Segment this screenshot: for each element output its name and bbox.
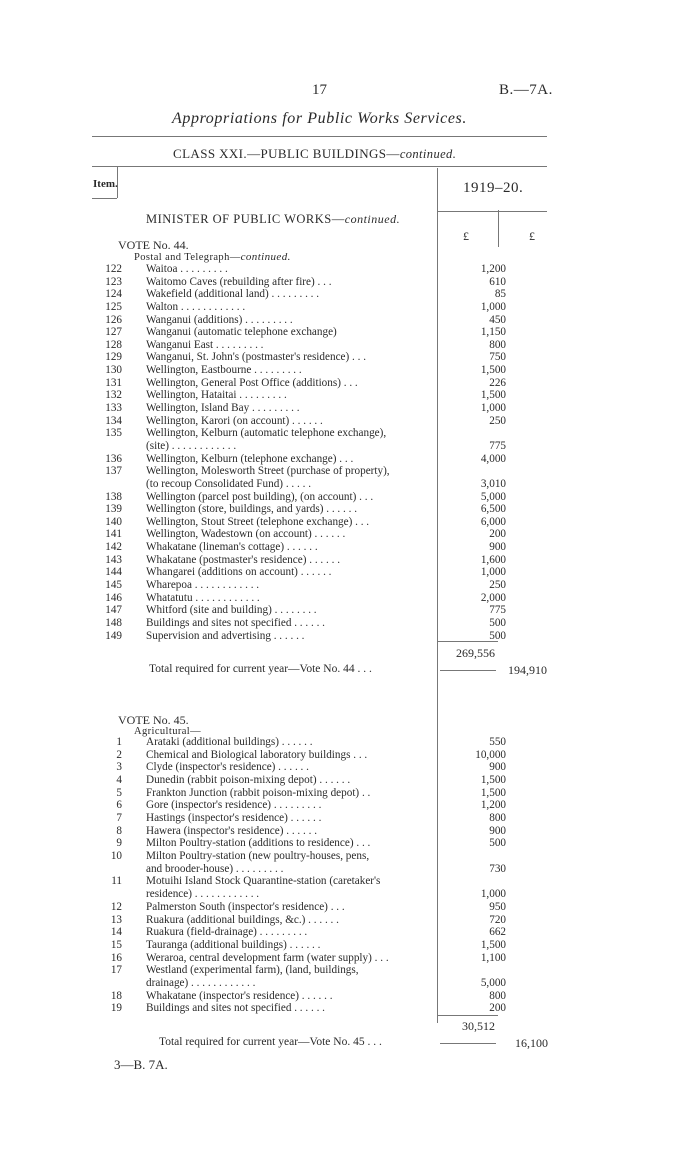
table-row xyxy=(96,914,506,925)
table-row xyxy=(96,364,506,375)
item-description: Wellington, Kelburn (telephone exchange) . . . xyxy=(146,452,354,465)
item-amount: 6,000 xyxy=(480,515,506,528)
item-number: 123 xyxy=(105,275,122,288)
item-number: 136 xyxy=(105,452,122,465)
item-description: Arataki (additional buildings) . . . . . . xyxy=(146,736,313,748)
item-description: Motuihi Island Stock Quarantine-station (caretaker's xyxy=(146,875,381,888)
total-value: 16,100 xyxy=(515,1036,548,1050)
item-amount: 500 xyxy=(489,629,506,642)
item-description: Whakatane (lineman's cottage) . . . . . . xyxy=(146,541,318,554)
table-row xyxy=(96,1002,506,1013)
item-amount: 1,200 xyxy=(480,263,506,275)
table-row xyxy=(96,926,506,937)
item-amount: 1,500 xyxy=(480,938,506,951)
item-description: Whitford (site and building) . . . . . . . . xyxy=(146,604,317,617)
table-row xyxy=(96,749,506,760)
subtotal-value: 30,512 xyxy=(462,1019,495,1033)
item-description: Whangarei (additions on account) . . . . . . xyxy=(146,566,332,579)
item-number: 132 xyxy=(105,389,122,402)
item-description: Wanganui, St. John's (postmaster's residence) . . . xyxy=(146,351,367,364)
table-row xyxy=(96,389,506,400)
table-row xyxy=(96,964,506,975)
item-column-header: Item. xyxy=(93,178,118,190)
table-row xyxy=(96,812,506,823)
table-row xyxy=(96,554,506,565)
section-heading: MINISTER OF PUBLIC WORKS—continued. xyxy=(146,212,401,226)
item-amount: 900 xyxy=(489,541,506,554)
item-number: 6 xyxy=(116,799,122,812)
currency-label: £ xyxy=(529,229,535,243)
item-description: Wellington (parcel post building), (on account) . . . xyxy=(146,490,374,503)
table-row xyxy=(96,503,506,514)
item-amount: 200 xyxy=(489,1002,506,1015)
item-amount: 6,500 xyxy=(480,503,506,516)
item-description: Wellington (store, buildings, and yards) . . . . . . xyxy=(146,503,358,516)
document-reference: B.—7A. xyxy=(499,82,553,98)
item-amount: 250 xyxy=(489,579,506,591)
item-amount: 5,000 xyxy=(480,490,506,503)
header-rule xyxy=(92,136,547,137)
item-description: Buildings and sites not specified . . . . . . xyxy=(146,1002,325,1015)
table-row xyxy=(96,478,506,489)
table-row xyxy=(96,939,506,950)
table-row xyxy=(96,566,506,577)
item-amount: 720 xyxy=(489,913,506,926)
item-description: Wellington, Kelburn (automatic telephone exchange), xyxy=(146,427,387,440)
item-description: Wellington, Hataitai . . . . . . . . . xyxy=(146,389,287,402)
item-description: Tauranga (additional buildings) . . . . . . xyxy=(146,938,321,951)
item-number: 130 xyxy=(105,364,122,377)
item-amount: 950 xyxy=(489,900,506,913)
item-amount: 85 xyxy=(494,288,506,301)
table-row xyxy=(96,850,506,861)
item-number: 9 xyxy=(116,837,122,850)
vote-heading: VOTE No. 44. xyxy=(118,238,189,252)
item-amount: 1,000 xyxy=(480,566,506,579)
item-description: Milton Poultry-station (new poultry-houses, pens, xyxy=(146,850,370,863)
item-amount: 1,000 xyxy=(480,300,506,313)
item-number: 144 xyxy=(105,566,122,579)
item-description: Wakefield (additional land) . . . . . . . . . xyxy=(146,288,320,301)
item-amount: 5,000 xyxy=(480,976,506,989)
item-description: Wanganui (automatic telephone exchange) xyxy=(146,326,337,339)
item-number: 126 xyxy=(105,313,122,326)
table-row xyxy=(96,952,506,963)
table-row xyxy=(96,592,506,603)
table-row xyxy=(96,339,506,350)
item-number: 13 xyxy=(110,913,122,926)
item-amount: 200 xyxy=(489,528,506,541)
item-number: 15 xyxy=(110,938,122,951)
item-amount: 1,100 xyxy=(480,951,506,964)
table-row xyxy=(96,977,506,988)
item-number: 135 xyxy=(105,427,122,440)
item-description: Wanganui (additions) . . . . . . . . . xyxy=(146,313,293,326)
table-row xyxy=(96,415,506,426)
item-description: Westland (experimental farm), (land, buildings, xyxy=(146,964,359,977)
item-amount: 550 xyxy=(489,736,506,748)
item-number: 3 xyxy=(116,761,122,774)
table-row xyxy=(96,617,506,628)
table-row xyxy=(96,465,506,476)
item-description: Wanganui East . . . . . . . . . xyxy=(146,338,264,351)
item-description: Whakatane (postmaster's residence) . . . . . . xyxy=(146,553,340,566)
item-number: 149 xyxy=(105,629,122,642)
item-number: 137 xyxy=(105,465,122,478)
item-description: drainage) . . . . . . . . . . . . xyxy=(146,976,256,989)
vote-subheading: Agricultural— xyxy=(134,726,202,737)
item-number: 143 xyxy=(105,553,122,566)
item-description: Buildings and sites not specified . . . . . . xyxy=(146,616,325,629)
item-amount: 1,000 xyxy=(480,402,506,415)
item-description: Dunedin (rabbit poison-mixing depot) . . . . . . xyxy=(146,774,351,787)
item-number: 125 xyxy=(105,300,122,313)
item-amount: 500 xyxy=(489,837,506,850)
table-row xyxy=(96,516,506,527)
item-amount: 900 xyxy=(489,761,506,774)
item-number: 142 xyxy=(105,541,122,554)
item-amount: 775 xyxy=(489,604,506,617)
item-amount: 10,000 xyxy=(475,748,506,761)
table-row xyxy=(96,314,506,325)
item-amount: 1,600 xyxy=(480,553,506,566)
item-number: 1 xyxy=(116,736,122,748)
item-description: Ruakura (additional buildings, &c.) . . . . . . xyxy=(146,913,339,926)
item-amount: 226 xyxy=(489,376,506,389)
item-description: Wharepoa . . . . . . . . . . . . xyxy=(146,579,260,591)
item-description: Weraroa, central development farm (water supply) . . . xyxy=(146,951,389,964)
item-description: Whatatutu . . . . . . . . . . . . xyxy=(146,591,260,604)
table-row xyxy=(96,351,506,362)
item-amount: 900 xyxy=(489,824,506,837)
item-number: 16 xyxy=(110,951,122,964)
item-number: 14 xyxy=(110,926,122,939)
second-amount-divider xyxy=(498,210,499,247)
item-description: Ruakura (field-drainage) . . . . . . . . . xyxy=(146,926,308,939)
table-row xyxy=(96,837,506,848)
item-number: 129 xyxy=(105,351,122,364)
table-row xyxy=(96,875,506,886)
item-amount: 730 xyxy=(489,862,506,875)
item-amount: 450 xyxy=(489,313,506,326)
item-description: Clyde (inspector's residence) . . . . . . xyxy=(146,761,309,774)
item-amount: 750 xyxy=(489,351,506,364)
table-row xyxy=(96,774,506,785)
item-description: Wellington, Karori (on account) . . . . . . xyxy=(146,414,323,427)
item-description: Wellington, Eastbourne . . . . . . . . . xyxy=(146,364,302,377)
item-description: (site) . . . . . . . . . . . . xyxy=(146,439,237,452)
item-number: 147 xyxy=(105,604,122,617)
item-description: residence) . . . . . . . . . . . . xyxy=(146,888,260,901)
total-value: 194,910 xyxy=(508,663,547,677)
year-header-rule xyxy=(437,211,547,212)
item-header-rule xyxy=(92,198,117,199)
class-heading: CLASS XXI.—PUBLIC BUILDINGS—continued. xyxy=(173,146,457,161)
table-row xyxy=(96,402,506,413)
item-number: 2 xyxy=(116,748,122,761)
table-row xyxy=(96,326,506,337)
item-amount: 610 xyxy=(489,275,506,288)
subtotal-value: 269,556 xyxy=(456,646,495,660)
table-row xyxy=(96,377,506,388)
item-amount: 1,200 xyxy=(480,799,506,812)
item-amount: 1,500 xyxy=(480,364,506,377)
item-description: Walton . . . . . . . . . . . . xyxy=(146,300,246,313)
item-description: Wellington, Wadestown (on account) . . . . . . xyxy=(146,528,346,541)
table-row xyxy=(96,440,506,451)
item-amount: 1,500 xyxy=(480,389,506,402)
total-label: Total required for current year—Vote No. 45 . . . xyxy=(159,1036,382,1048)
subtotal-rule xyxy=(437,641,498,642)
item-number: 7 xyxy=(116,812,122,825)
table-row xyxy=(96,453,506,464)
item-amount: 775 xyxy=(489,439,506,452)
table-row xyxy=(96,491,506,502)
item-number: 139 xyxy=(105,503,122,516)
table-row xyxy=(96,901,506,912)
year-column-header: 1919–20. xyxy=(463,180,524,196)
table-row xyxy=(96,787,506,798)
item-amount: 1,500 xyxy=(480,786,506,799)
item-description: Wellington, Island Bay . . . . . . . . . xyxy=(146,402,300,415)
item-description: Chemical and Biological laboratory buildings . . . xyxy=(146,748,368,761)
item-description: Waitoa . . . . . . . . . xyxy=(146,263,228,275)
item-description: Wellington, Stout Street (telephone exchange) . . . xyxy=(146,515,370,528)
item-number: 141 xyxy=(105,528,122,541)
page-title: Appropriations for Public Works Services. xyxy=(172,110,467,127)
item-number: 124 xyxy=(105,288,122,301)
table-row xyxy=(96,888,506,899)
table-row xyxy=(96,427,506,438)
table-row xyxy=(96,604,506,615)
item-description: Milton Poultry-station (additions to residence) . . . xyxy=(146,837,371,850)
item-number: 11 xyxy=(111,875,122,888)
item-number: 131 xyxy=(105,376,122,389)
item-number: 146 xyxy=(105,591,122,604)
item-amount: 800 xyxy=(489,989,506,1002)
item-description: Gore (inspector's residence) . . . . . . . . . xyxy=(146,799,322,812)
item-number: 140 xyxy=(105,515,122,528)
item-number: 145 xyxy=(105,579,122,591)
table-row xyxy=(96,825,506,836)
subtotal-rule xyxy=(437,1015,498,1016)
item-number: 122 xyxy=(105,263,122,275)
item-description: Hastings (inspector's residence) . . . . . . xyxy=(146,812,322,825)
item-description: Frankton Junction (rabbit poison-mixing depot) . . xyxy=(146,786,371,799)
vote-heading: VOTE No. 45. xyxy=(118,713,189,727)
item-description: Wellington, Molesworth Street (purchase of property), xyxy=(146,465,390,478)
item-number: 133 xyxy=(105,402,122,415)
table-row xyxy=(96,541,506,552)
item-number: 127 xyxy=(105,326,122,339)
table-row xyxy=(96,799,506,810)
item-description: Hawera (inspector's residence) . . . . . . xyxy=(146,824,318,837)
table-row xyxy=(96,863,506,874)
footer-reference: 3—B. 7A. xyxy=(114,1057,168,1072)
table-row xyxy=(96,301,506,312)
item-amount: 1,500 xyxy=(480,774,506,787)
item-amount: 800 xyxy=(489,812,506,825)
table-row xyxy=(96,288,506,299)
item-number: 10 xyxy=(110,850,122,863)
item-description: Supervision and advertising . . . . . . xyxy=(146,629,305,642)
table-row xyxy=(96,263,506,274)
item-number: 8 xyxy=(116,824,122,837)
table-row xyxy=(96,761,506,772)
table-row xyxy=(96,579,506,590)
item-amount: 800 xyxy=(489,338,506,351)
item-description: (to recoup Consolidated Fund) . . . . . xyxy=(146,477,311,490)
item-description: and brooder-house) . . . . . . . . . xyxy=(146,862,284,875)
item-description: Whakatane (inspector's residence) . . . . . . xyxy=(146,989,333,1002)
item-number: 5 xyxy=(116,786,122,799)
item-number: 4 xyxy=(116,774,122,787)
currency-label: £ xyxy=(463,229,469,243)
item-description: Palmerston South (inspector's residence) . . . xyxy=(146,900,345,913)
item-number: 148 xyxy=(105,616,122,629)
item-number: 134 xyxy=(105,414,122,427)
item-number: 128 xyxy=(105,338,122,351)
item-number: 18 xyxy=(110,989,122,1002)
item-number: 12 xyxy=(110,900,122,913)
item-amount: 3,010 xyxy=(480,477,506,490)
table-row xyxy=(96,990,506,1001)
table-top-rule xyxy=(92,166,547,167)
total-label: Total required for current year—Vote No. 44 . . . xyxy=(149,663,372,675)
item-amount: 500 xyxy=(489,616,506,629)
table-row xyxy=(96,630,506,641)
item-amount: 1,000 xyxy=(480,888,506,901)
item-description: Wellington, General Post Office (additions) . . . xyxy=(146,376,358,389)
item-amount: 1,150 xyxy=(480,326,506,339)
item-description: Waitomo Caves (rebuilding after fire) . . . xyxy=(146,275,332,288)
table-row xyxy=(96,276,506,287)
table-row xyxy=(96,736,506,747)
item-amount: 250 xyxy=(489,414,506,427)
item-amount: 4,000 xyxy=(480,452,506,465)
page-number: 17 xyxy=(312,82,327,98)
table-row xyxy=(96,528,506,539)
item-number: 17 xyxy=(110,964,122,977)
item-number: 138 xyxy=(105,490,122,503)
item-number: 19 xyxy=(110,1002,122,1015)
vote-subheading: Postal and Telegraph—continued. xyxy=(134,251,291,263)
item-amount: 662 xyxy=(489,926,506,939)
item-amount: 2,000 xyxy=(480,591,506,604)
